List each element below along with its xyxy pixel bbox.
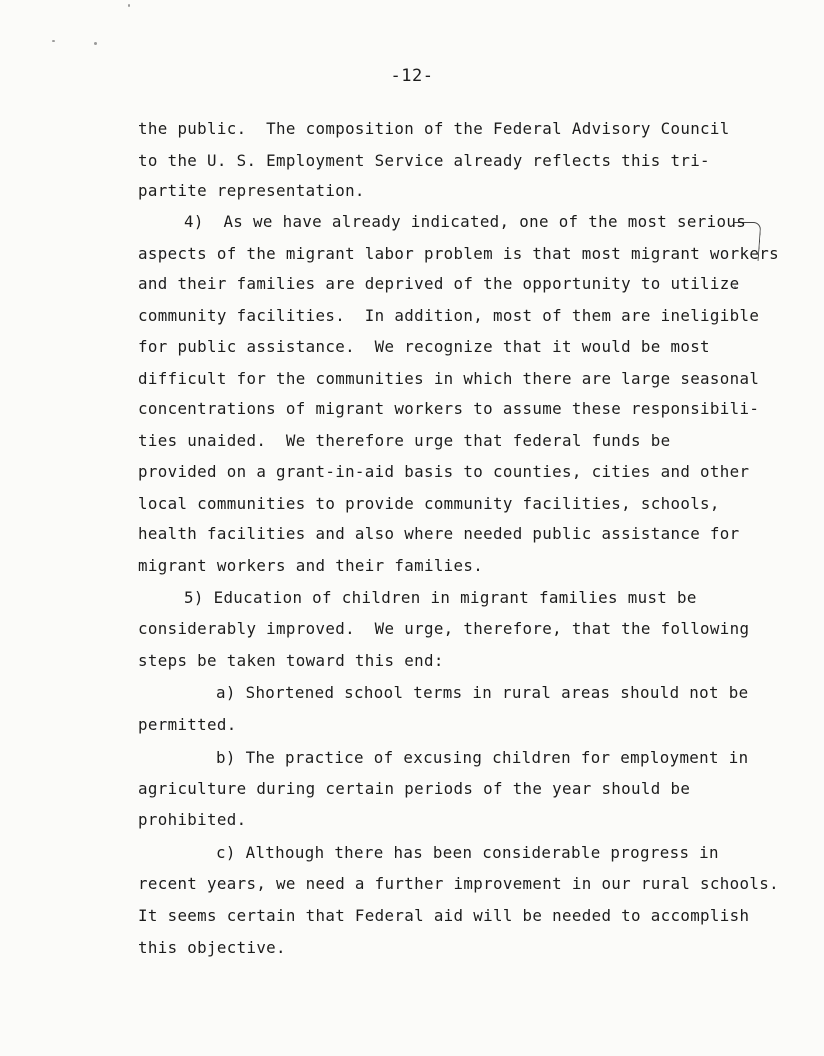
text-line: recent years, we need a further improvement in our rural schools. [138,874,779,893]
text-line: the public. The composition of the Federal Advisory Council [138,119,730,138]
text-line: b) The practice of excusing children for employment in [216,748,749,767]
text-line: health facilities and also where needed public assistance for [138,524,740,543]
text-line: It seems certain that Federal aid will be needed to accomplish [138,906,750,925]
text-line: this objective. [138,938,286,957]
text-line: local communities to provide community facilities, schools, [138,494,720,513]
paper-speck [52,40,55,42]
text-line: c) Although there has been considerable progress in [216,843,719,862]
text-line: migrant workers and their families. [138,556,484,575]
text-line: difficult for the communities in which there are large seasonal [138,369,760,388]
text-line: for public assistance. We recognize that it would be most [138,337,710,356]
text-line: concentrations of migrant workers to assume these responsibili- [138,399,760,418]
text-line: provided on a grant-in-aid basis to counties, cities and other [138,462,750,481]
text-line: to the U. S. Employment Service already reflects this tri- [138,151,710,170]
text-line: agriculture during certain periods of the year should be [138,779,691,798]
text-line: partite representation. [138,181,365,200]
text-line: steps be taken toward this end: [138,651,444,670]
text-line: and their families are deprived of the opportunity to utilize [138,274,740,293]
paper-speck [128,4,130,7]
text-line: community facilities. In addition, most of them are ineligible [138,306,760,325]
text-line: aspects of the migrant labor problem is that most migrant workers [138,244,779,263]
text-line: 5) Education of children in migrant families must be [184,588,697,607]
text-line: ties unaided. We therefore urge that federal funds be [138,431,671,450]
text-line: prohibited. [138,810,247,829]
paper-speck [94,42,97,45]
text-line: permitted. [138,715,237,734]
page-number: -12- [390,66,434,86]
text-line: 4) As we have already indicated, one of the most serious [184,212,747,231]
text-line: considerably improved. We urge, therefore, that the following [138,619,750,638]
text-line: a) Shortened school terms in rural areas should not be [216,683,749,702]
